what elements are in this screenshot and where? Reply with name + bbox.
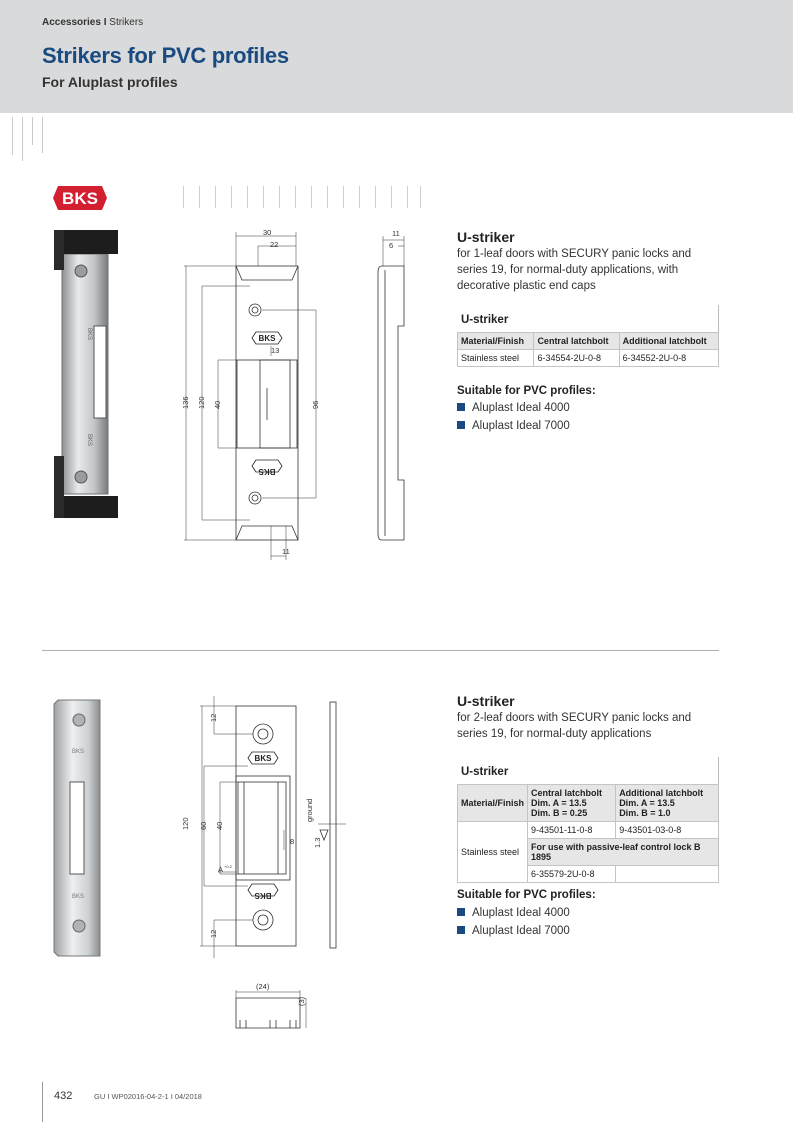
footer-rule [42, 1082, 43, 1122]
cell-additional: 6-34552-2U-0-8 [619, 350, 718, 367]
cell-central: 6-34554-2U-0-8 [534, 350, 619, 367]
header-material: Material/Finish [458, 333, 534, 350]
header-additional: Additional latchbolt Dim. A = 13.5 Dim. B = 1.0 [616, 785, 719, 822]
section-divider [42, 650, 719, 651]
dim-96: 96 [311, 400, 320, 409]
bullet-square-icon [457, 403, 465, 411]
header-material: Material/Finish [458, 785, 528, 822]
dim-a-tolerance: +0.2 [224, 864, 232, 869]
document-code: GU I WP02016-04-2-1 I 04/2018 [94, 1092, 202, 1101]
product2-suitable-title: Suitable for PVC profiles: [457, 889, 596, 901]
list-item [457, 402, 570, 414]
table-row [458, 822, 719, 839]
dim-40: 40 [213, 400, 222, 409]
product1-title: U-striker [457, 229, 515, 245]
dim-136: 136 [181, 396, 190, 409]
profile-label: Aluplast Ideal 4000 [472, 907, 570, 919]
product1-table-title: U-striker [457, 305, 719, 332]
product1-suitable-title: Suitable for PVC profiles: [457, 385, 596, 397]
product2-photo [52, 698, 107, 960]
product1-table [457, 305, 719, 367]
svg-text:BKS: BKS [86, 328, 92, 341]
breadcrumb [42, 17, 143, 28]
table-row [458, 350, 719, 367]
ground-label: ground [305, 798, 314, 822]
product2-title: U-striker [457, 693, 515, 709]
header-central: Central latchbolt [534, 333, 619, 350]
page-title: Strikers for PVC profiles [42, 43, 289, 68]
drawing2-stamp-bottom: BKS [254, 891, 272, 900]
product1-description: for 1-leaf doors with SECURY panic locks and series 19, for normal-duty applications, with decorative plastic end caps [457, 248, 692, 292]
dim-a: A [218, 865, 224, 874]
list-item [457, 420, 570, 432]
table-header-row [458, 333, 719, 350]
dim-1-3: 1.3 [313, 837, 322, 848]
cell-passive-note: For use with passive-leaf control lock B 1895 [528, 839, 719, 866]
dim-120: 120 [197, 396, 206, 409]
product2-description: for 2-leaf doors with SECURY panic locks and series 19, for normal-duty applications [457, 712, 692, 740]
svg-text:BKS: BKS [86, 434, 92, 447]
dim-3: (3) [297, 996, 306, 1006]
product1-photo [48, 226, 123, 522]
cell-central: 9-43501-11-0-8 [528, 822, 616, 839]
cell-empty [616, 866, 719, 883]
dim-12-bottom: 12 [209, 929, 218, 938]
dim-60: 60 [199, 821, 208, 830]
bullet-square-icon [457, 421, 465, 429]
product1-order-table [457, 332, 719, 367]
bullet-square-icon [457, 908, 465, 916]
drawing1-stamp-bottom: BKS [258, 467, 276, 476]
cell-central: 6-35579-2U-0-8 [528, 866, 616, 883]
dim-12-top: 12 [209, 713, 218, 722]
cell-material: Stainless steel [458, 822, 528, 883]
svg-text:BKS: BKS [72, 749, 85, 755]
bullet-square-icon [457, 926, 465, 934]
bks-logo-text: BKS [62, 189, 98, 208]
dim-22: 22 [270, 240, 279, 249]
dim-24: (24) [256, 982, 270, 991]
dim-13: 13 [271, 346, 280, 355]
page-number: 432 [54, 1090, 73, 1102]
dim-11-bottom: 11 [282, 547, 290, 556]
header-band [0, 0, 793, 113]
product2-table-title: U-striker [457, 757, 719, 784]
dim-40: 40 [215, 821, 224, 830]
profile-label: Aluplast Ideal 7000 [472, 925, 570, 937]
header-central: Central latchbolt Dim. A = 13.5 Dim. B = 0.25 [528, 785, 616, 822]
list-item [457, 907, 570, 919]
profile-label: Aluplast Ideal 4000 [472, 402, 570, 414]
dim-30: 30 [263, 228, 272, 237]
dim-11-side: 11 [392, 229, 400, 238]
drawing1-stamp-top: BKS [258, 334, 276, 343]
product2-order-table [457, 784, 719, 883]
profile-label: Aluplast Ideal 7000 [472, 420, 570, 432]
product2-drawing [178, 690, 348, 1040]
header-additional: Additional latchbolt [619, 333, 718, 350]
product2-table [457, 757, 719, 883]
drawing2-stamp-top: BKS [254, 754, 272, 763]
breadcrumb-page: Strikers [109, 17, 144, 28]
dim-8: 8 [290, 837, 295, 846]
bks-logo [52, 185, 108, 211]
cell-material: Stainless steel [458, 350, 534, 367]
cell-additional: 9-43501-03-0-8 [616, 822, 719, 839]
list-item [457, 925, 570, 937]
dim-6: 6 [389, 241, 394, 250]
table-header-row [458, 785, 719, 822]
page-subtitle: For Aluplast profiles [42, 74, 178, 90]
product1-drawing [178, 226, 418, 566]
svg-text:BKS: BKS [72, 894, 85, 900]
dim-120: 120 [181, 817, 190, 830]
breadcrumb-section[interactable]: Accessories I [42, 17, 107, 28]
